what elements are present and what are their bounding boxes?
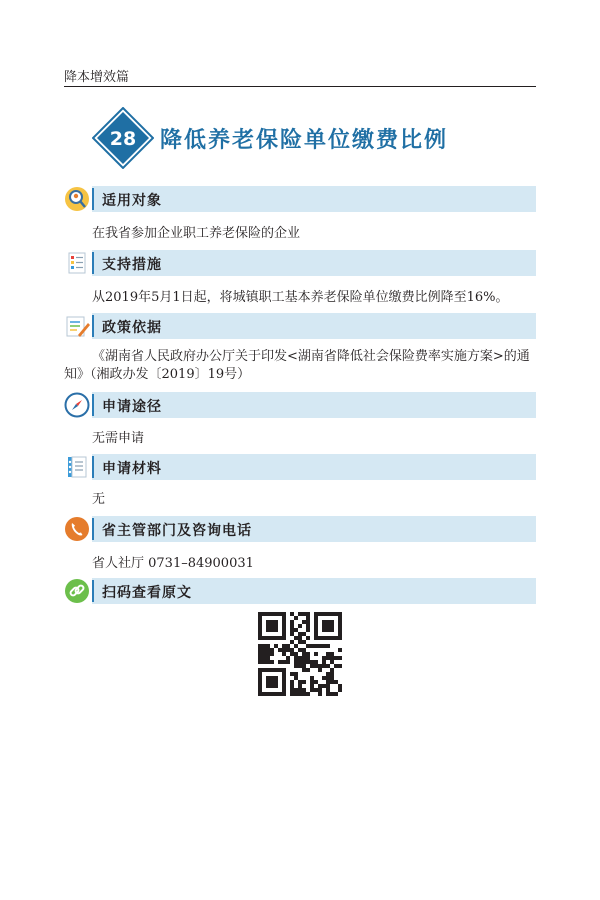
section-title: 支持措施 — [102, 257, 162, 273]
section-support — [64, 250, 536, 276]
channel-content: 无需申请 — [92, 431, 145, 446]
compass-icon — [64, 392, 90, 418]
document-edit-icon — [64, 313, 90, 339]
applicable-content: 在我省参加企业职工养老保险的企业 — [92, 226, 301, 241]
section-title: 扫码查看原文 — [102, 585, 192, 601]
binder-icon — [64, 454, 90, 480]
support-content: 从2019年5月1日起，将城镇职工基本养老保险单位缴费比例降至16%。 — [92, 290, 509, 305]
badge-number: 28 — [109, 128, 137, 150]
section-contact — [64, 516, 536, 542]
section-title: 省主管部门及咨询电话 — [102, 523, 252, 539]
contact-content: 省人社厅 0731–84900031 — [92, 556, 254, 571]
list-icon — [64, 250, 90, 276]
qr-code[interactable] — [258, 612, 342, 696]
title-block — [92, 107, 512, 169]
section-scan — [64, 578, 536, 604]
phone-icon — [64, 516, 90, 542]
link-icon — [64, 578, 90, 604]
section-title: 申请材料 — [102, 461, 162, 477]
section-title: 政策依据 — [102, 320, 162, 336]
basis-content: 《湖南省人民政府办公厅关于印发<湖南省降低社会保险费率实施方案>的通知》（湘政办发〔2019〕19号） — [64, 349, 530, 382]
section-applicable — [64, 186, 536, 212]
person-search-icon — [64, 186, 90, 212]
section-materials — [64, 454, 536, 480]
page-title: 降低养老保险单位缴费比例 — [160, 128, 449, 153]
materials-content: 无 — [92, 492, 106, 507]
section-channel — [64, 392, 536, 418]
header-rule — [64, 86, 536, 87]
running-head: 降本增效篇 — [64, 70, 130, 85]
section-basis — [64, 313, 536, 339]
number-badge — [92, 107, 154, 169]
section-title: 申请途径 — [102, 399, 162, 415]
section-title: 适用对象 — [102, 193, 162, 209]
